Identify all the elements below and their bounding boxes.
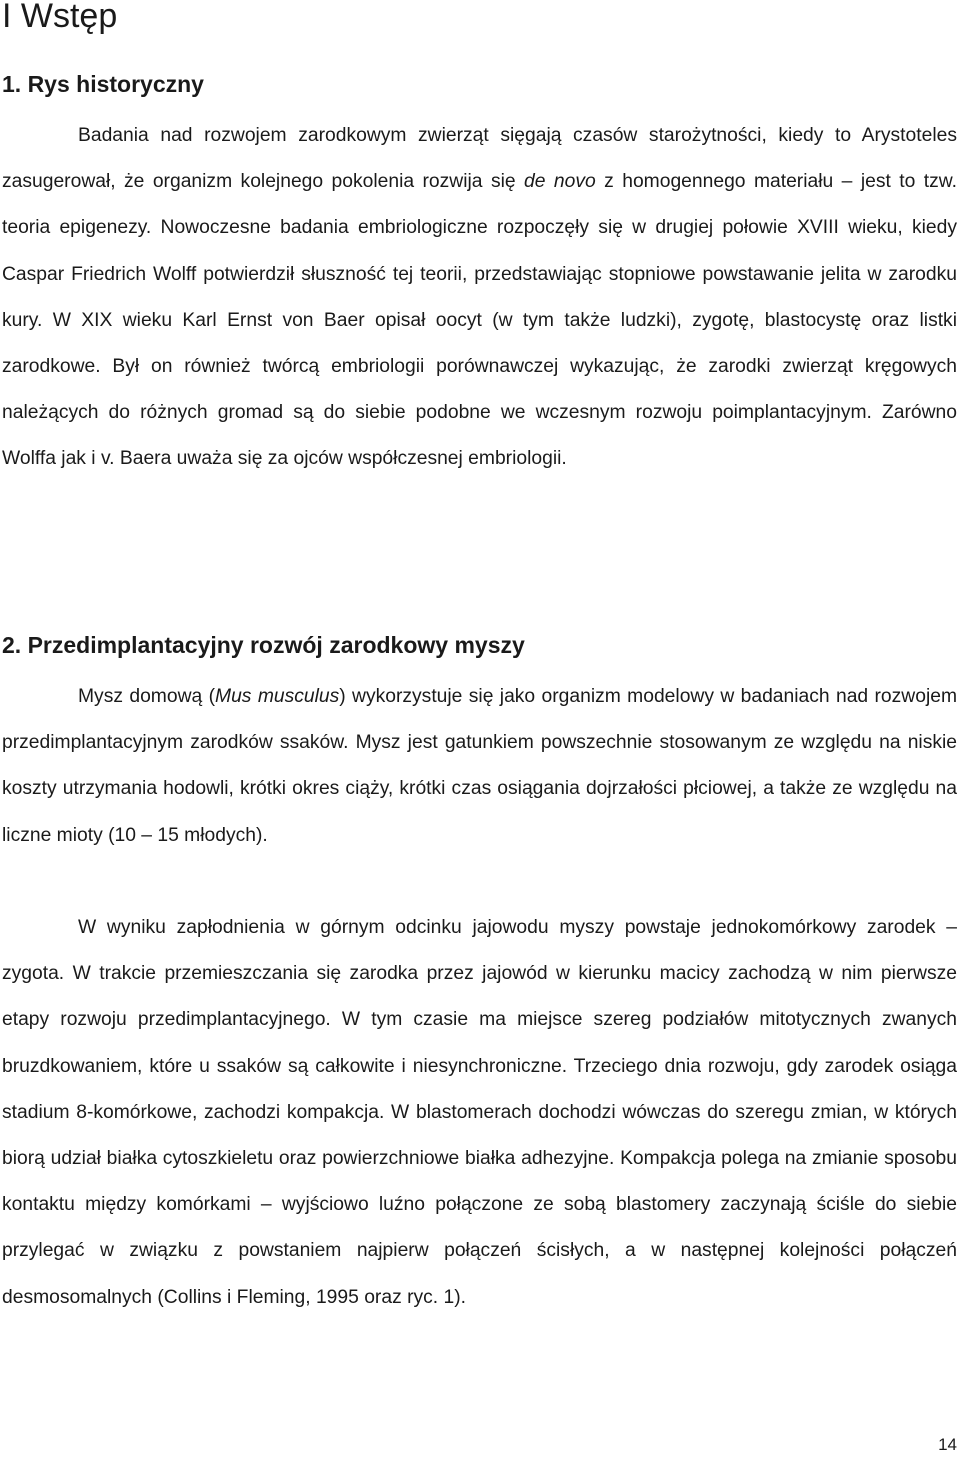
paragraph-text: Mysz domową ( [78,686,216,707]
section-body-fertilization [2,905,957,1321]
italic-term: de novo [524,171,596,193]
paragraph-text: ) wykorzystuje się jako organizm modelowy w badaniach nad rozwojem przedimplantacyjnym zarodków ssaków. Mysz jest gatunkiem powszechnie stosowanym ze względu na niskie koszty utrzymania hodowli, krótki okres ciąży, krótki czas osiągania dojrzałości płciowej, a także ze względu na liczne mioty (10 – 15 młodych). [2,686,958,846]
section-heading-history: 1. Rys historyczny [2,71,204,97]
italic-term: musculus [257,686,340,707]
paragraph-text: z homogennego materiału – jest to tzw. teoria epigenezy. Nowoczesne badania embriologiczne rozpoczęły się w drugiej połowie XVIII wieku, kiedy Caspar Friedrich Wolff potwierdził słuszność tej teorii, przedstawiając stopniowe powstawanie jelita w zarodku kury. W XIX wieku Karl Ernst von Baer opisał oocyt (w tym także ludzki), zygotę, blastocystę oraz listki zarodkowe. Był on również twórcą embriologii porównawczej wykazując, że zarodki zwierząt kręgowych należących do różnych gromad są do siebie podobne we wczesnym rozwoju poimplantacyjnym. Zarówno Wolffa jak i v. Baera uważa się za ojców współczesnej embriologii. [2,171,957,470]
section-body-mouse-model [2,674,957,859]
paragraph [2,113,957,483]
section-heading-mouse-development: 2. Przedimplantacyjny rozwój zarodkowy myszy [2,632,525,658]
chapter-title: I Wstęp [2,0,118,35]
section-body-history [2,113,957,483]
italic-term: Mus [215,686,252,707]
paragraph-text: Badania nad rozwojem zarodkowym zwierząt sięgają czasów starożytności, kiedy to Arystoteles zasugerował, że organizm kolejnego pokolenia rozwija się [2,125,957,193]
paragraph [2,674,957,859]
paragraph: W wyniku zapłodnienia w górnym odcinku jajowodu myszy powstaje jednokomórkowy zarodek – zygota. W trakcie przemieszczania się zarodka przez jajowód w kierunku macicy zachodzą w nim pierwsze etapy rozwoju przedimplantacyjnego. W tym czasie ma miejsce szereg podziałów mitotycznych zwanych bruzdkowaniem, które u ssaków są całkowite i niesynchroniczne. Trzeciego dnia rozwoju, gdy zarodek osiąga stadium 8-komórkowe, zachodzi kompakcja. W blastomerach dochodzi wówczas do szeregu zmian, w których biorą udział białka cytoszkieletu oraz powierzchniowe białka adhezyjne. Kompakcja polega na zmianie sposobu kontaktu między komórkami – wyjściowo luźno połączone ze sobą blastomery zaczynają ściśle do siebie przylegać w związku z powstaniem najpierw połączeń ścisłych, a w następnej kolejności połączeń desmosomalnych (Collins i Fleming, 1995 oraz ryc. 1). [2,917,957,1308]
page-number: 14 [938,1435,957,1454]
